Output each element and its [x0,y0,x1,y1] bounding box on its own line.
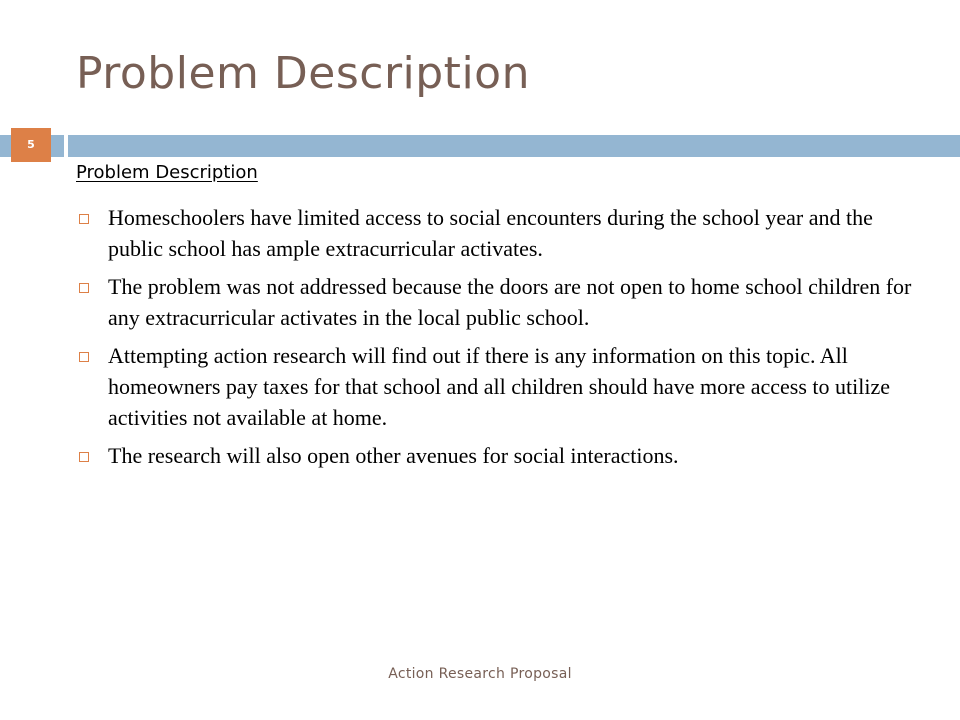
slide-title: Problem Description [76,48,530,99]
square-bullet-icon [79,214,89,224]
bullet-text: Homeschoolers have limited access to social encounters during the school year and the public school has ample extracurricular activates. [108,205,873,261]
bullet-text: The problem was not addressed because the doors are not open to home school children for any extracurricular activates in the local public school. [108,274,912,330]
slide-footer: Action Research Proposal [388,666,572,682]
slide-number-badge: 5 [11,128,51,162]
bullet-item [76,271,916,333]
bullet-item [76,340,916,433]
slide-subheading: Problem Description [76,162,258,183]
square-bullet-icon [79,352,89,362]
bullet-item [76,202,916,264]
bullet-text: Attempting action research will find out if there is any information on this topic. All homeowners pay taxes for that school and all children should have more access to utilize activities not available at home. [108,343,890,430]
header-bar-right-segment [68,135,960,157]
bullet-list [76,202,916,478]
header-bar [0,135,960,157]
square-bullet-icon [79,452,89,462]
square-bullet-icon [79,283,89,293]
bullet-item [76,440,916,471]
bullet-text: The research will also open other avenues for social interactions. [108,443,679,468]
